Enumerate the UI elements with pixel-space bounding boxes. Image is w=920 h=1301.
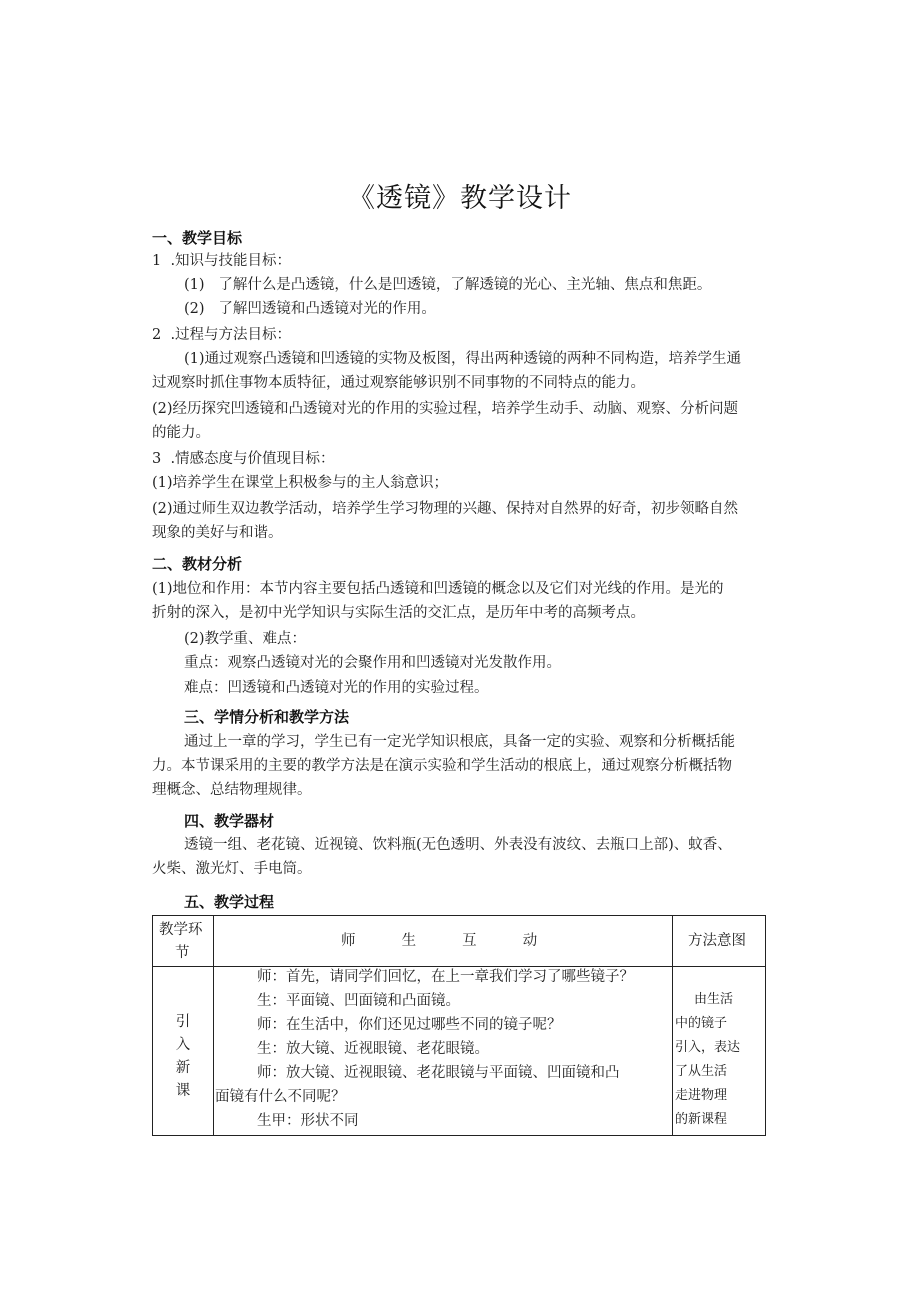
table-column-divider <box>213 916 214 1135</box>
dialogue-line: 师：首先，请同学们回忆，在上一章我们学习了哪些镜子？ <box>257 969 634 985</box>
equipment-line1: 透镜一组、老花镜、近视镜、饮料瓶(无色透明、外表没有波纹、去瓶口上部)、蚊香、 <box>184 837 732 853</box>
stage-char: 新 <box>175 1060 191 1076</box>
learning-analysis-line3: 理概念、总结物理规律。 <box>152 782 312 798</box>
objective-1-item-1: (1) 了解什么是凸透镜，什么是凹透镜，了解透镜的光心、主光轴、焦点和焦距。 <box>184 277 712 293</box>
table-header-divider <box>153 966 765 967</box>
objective-2-item-1-line2: 过观察时抓住事物本质特征，通过观察能够识别不同事物的不同特点的能力。 <box>152 375 645 391</box>
dialogue-line: 生甲：形状不同 <box>257 1113 359 1129</box>
method-line: 走进物理 <box>675 1088 728 1103</box>
page-title: 《透镜》教学设计 <box>348 183 572 214</box>
dialogue-line: 师：放大镜、近视眼镜、老花眼镜与平面镜、凹面镜和凸 <box>257 1065 620 1081</box>
material-key-point: 重点：观察凸透镜对光的会聚作用和凹透镜对光发散作用。 <box>184 655 561 671</box>
header-interaction: 师 生 互 动 <box>341 933 538 949</box>
objective-2-item-2-line1: (2)经历探究凹透镜和凸透镜对光的作用的实验过程，培养学生动手、动脑、观察、分析问题 <box>152 401 739 417</box>
header-method-intent: 方法意图 <box>688 933 746 949</box>
objective-3-label: 3 .情感态度与价值现目标： <box>152 451 335 467</box>
method-line: 了从生活 <box>675 1064 728 1079</box>
learning-analysis-line2: 力。本节课采用的主要的教学方法是在演示实验和学生活动的根底上，通过观察分析概括物 <box>152 758 732 774</box>
section-heading-objectives: 一、教学目标 <box>152 229 243 247</box>
stage-char: 入 <box>175 1037 191 1053</box>
stage-char: 课 <box>175 1083 191 1099</box>
objective-2-label: 2 .过程与方法目标： <box>152 327 292 343</box>
dialogue-line: 面镜有什么不同呢？ <box>215 1089 346 1105</box>
objective-3-item-2-line2: 现象的美好与和谐。 <box>152 525 283 541</box>
objective-1-label: 1 .知识与技能目标： <box>152 253 292 269</box>
objective-3-item-1: (1)培养学生在课堂上积极参与的主人翁意识； <box>152 475 449 491</box>
method-line: 中的镜子 <box>675 1016 728 1031</box>
section-heading-teaching-process: 五、教学过程 <box>184 893 275 911</box>
section-heading-learning-analysis: 三、学情分析和教学方法 <box>184 708 350 726</box>
dialogue-line: 生：平面镜、凹面镜和凸面镜。 <box>257 993 460 1009</box>
stage-char: 引 <box>175 1014 191 1030</box>
learning-analysis-line1: 通过上一章的学习，学生已有一定光学知识根底，具备一定的实验、观察和分析概括能 <box>184 734 735 750</box>
objective-1-item-2: (2) 了解凹透镜和凸透镜对光的作用。 <box>184 301 436 317</box>
material-position-line1: (1)地位和作用：本节内容主要包括凸透镜和凹透镜的概念以及它们对光线的作用。是光的 <box>152 581 724 597</box>
material-position-line2: 折射的深入，是初中光学知识与实际生活的交汇点，是历年中考的高频考点。 <box>152 605 645 621</box>
method-line: 的新课程 <box>675 1112 728 1127</box>
teaching-process-table <box>152 915 766 1136</box>
dialogue-line: 师：在生活中，你们还见过哪些不同的镜子呢？ <box>257 1017 562 1033</box>
dialogue-line: 生：放大镜、近视眼镜、老花眼镜。 <box>257 1041 489 1057</box>
table-column-divider <box>672 916 673 1135</box>
header-stage-line2: 节 <box>175 945 190 961</box>
material-key-difficult-label: (2)教学重、难点： <box>184 631 307 647</box>
header-stage-line1: 教学环 <box>159 922 203 938</box>
method-line: 由生活 <box>694 992 734 1007</box>
method-line: 引入，表达 <box>675 1040 741 1055</box>
objective-2-item-1-line1: (1)通过观察凸透镜和凹透镜的实物及板图，得出两种透镜的两种不同构造，培养学生通 <box>184 351 742 367</box>
objective-2-item-2-line2: 的能力。 <box>152 425 210 441</box>
stage-cell <box>153 1011 213 1103</box>
section-heading-equipment: 四、教学器材 <box>184 812 275 830</box>
section-heading-material-analysis: 二、教材分析 <box>152 555 243 573</box>
equipment-line2: 火柴、激光灯、手电筒。 <box>152 861 312 877</box>
objective-3-item-2-line1: (2)通过师生双边教学活动，培养学生学习物理的兴趣、保持对自然界的好奇，初步领略自然 <box>152 501 739 517</box>
material-difficult-point: 难点：凹透镜和凸透镜对光的作用的实验过程。 <box>184 680 489 696</box>
